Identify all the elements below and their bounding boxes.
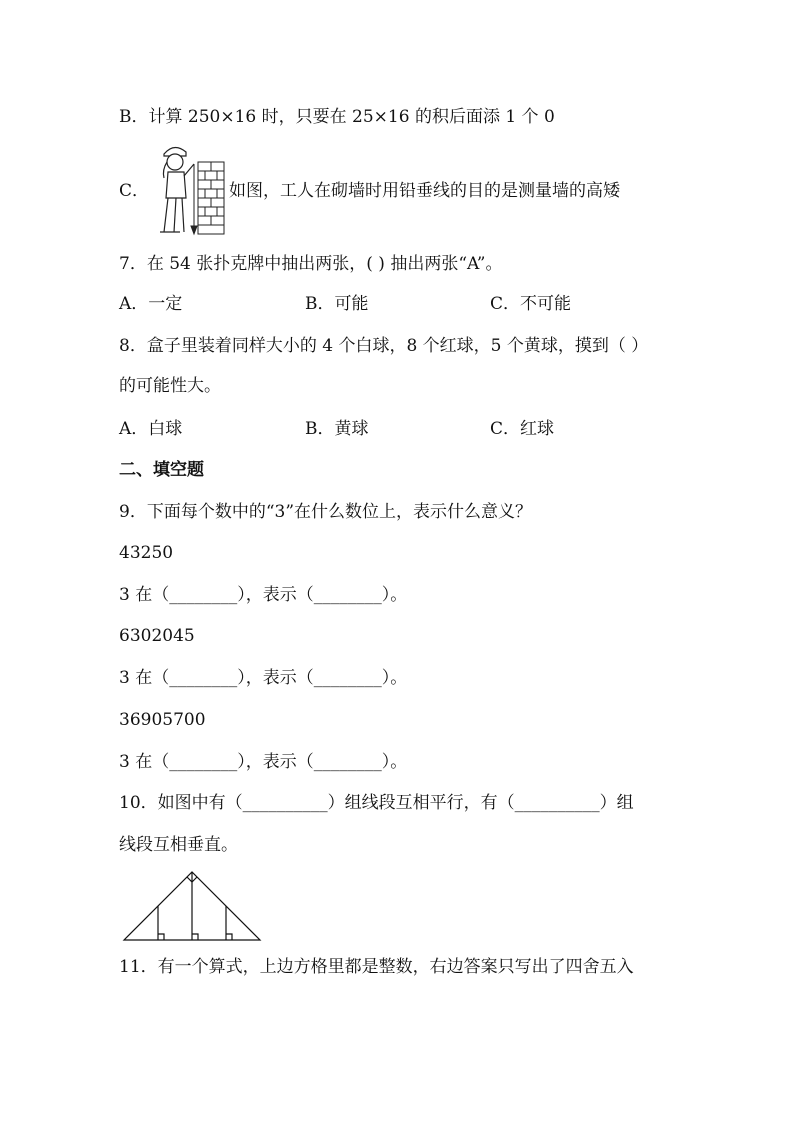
q6-option-c-label: C． [119, 181, 150, 201]
q6-option-c-text: 如图，工人在砌墙时用铅垂线的目的是测量墙的高矮 [229, 181, 620, 201]
q7-option-c: C．不可能 [490, 294, 572, 314]
plumb-line-icon [191, 164, 197, 234]
q9-blank-line-1: 3 在（________），表示（________）。 [119, 585, 408, 605]
q9-number-2: 6302045 [119, 626, 195, 646]
q10-line2: 线段互相垂直。 [119, 835, 238, 855]
brick-wall-icon [198, 162, 224, 234]
q8-option-c: C．红球 [490, 419, 555, 439]
q8-stem-line1: 8．盒子里装着同样大小的 4 个白球，8 个红球，5 个黄球，摸到（ ） [119, 336, 649, 356]
q6-option-b: B．计算 250×16 时，只要在 25×16 的积后面添 1 个 0 [119, 107, 555, 127]
q7-option-b: B．可能 [305, 294, 369, 314]
triangle-figure [122, 870, 262, 942]
q8-option-a: A．白球 [119, 419, 183, 439]
q7-stem: 7．在 54 张扑克牌中抽出两张，( ) 抽出两张“A”。 [119, 254, 503, 274]
left-right-angle-mark [158, 934, 164, 940]
q8-option-b: B．黄球 [305, 419, 369, 439]
q11-line1: 11．有一个算式，上边方格里都是整数，右边答案只写出了四舍五入 [119, 957, 634, 977]
q9-blank-line-2: 3 在（________），表示（________）。 [119, 668, 408, 688]
q9-stem: 9．下面每个数中的“3”在什么数位上，表示什么意义？ [119, 502, 533, 522]
worker-wall-illustration [150, 140, 230, 240]
q9-number-1: 43250 [119, 543, 174, 563]
center-right-angle-mark [192, 934, 198, 940]
q8-stem-line2: 的可能性大。 [119, 376, 221, 396]
section-title: 二、填空题 [119, 460, 204, 480]
right-right-angle-mark [226, 934, 232, 940]
q10-line1: 10．如图中有（__________）组线段互相平行，有（__________）组 [119, 793, 634, 813]
q9-number-3: 36905700 [119, 710, 206, 730]
q9-blank-line-3: 3 在（________），表示（________）。 [119, 752, 408, 772]
worker-icon [160, 147, 194, 232]
q7-option-a: A．一定 [119, 294, 183, 314]
